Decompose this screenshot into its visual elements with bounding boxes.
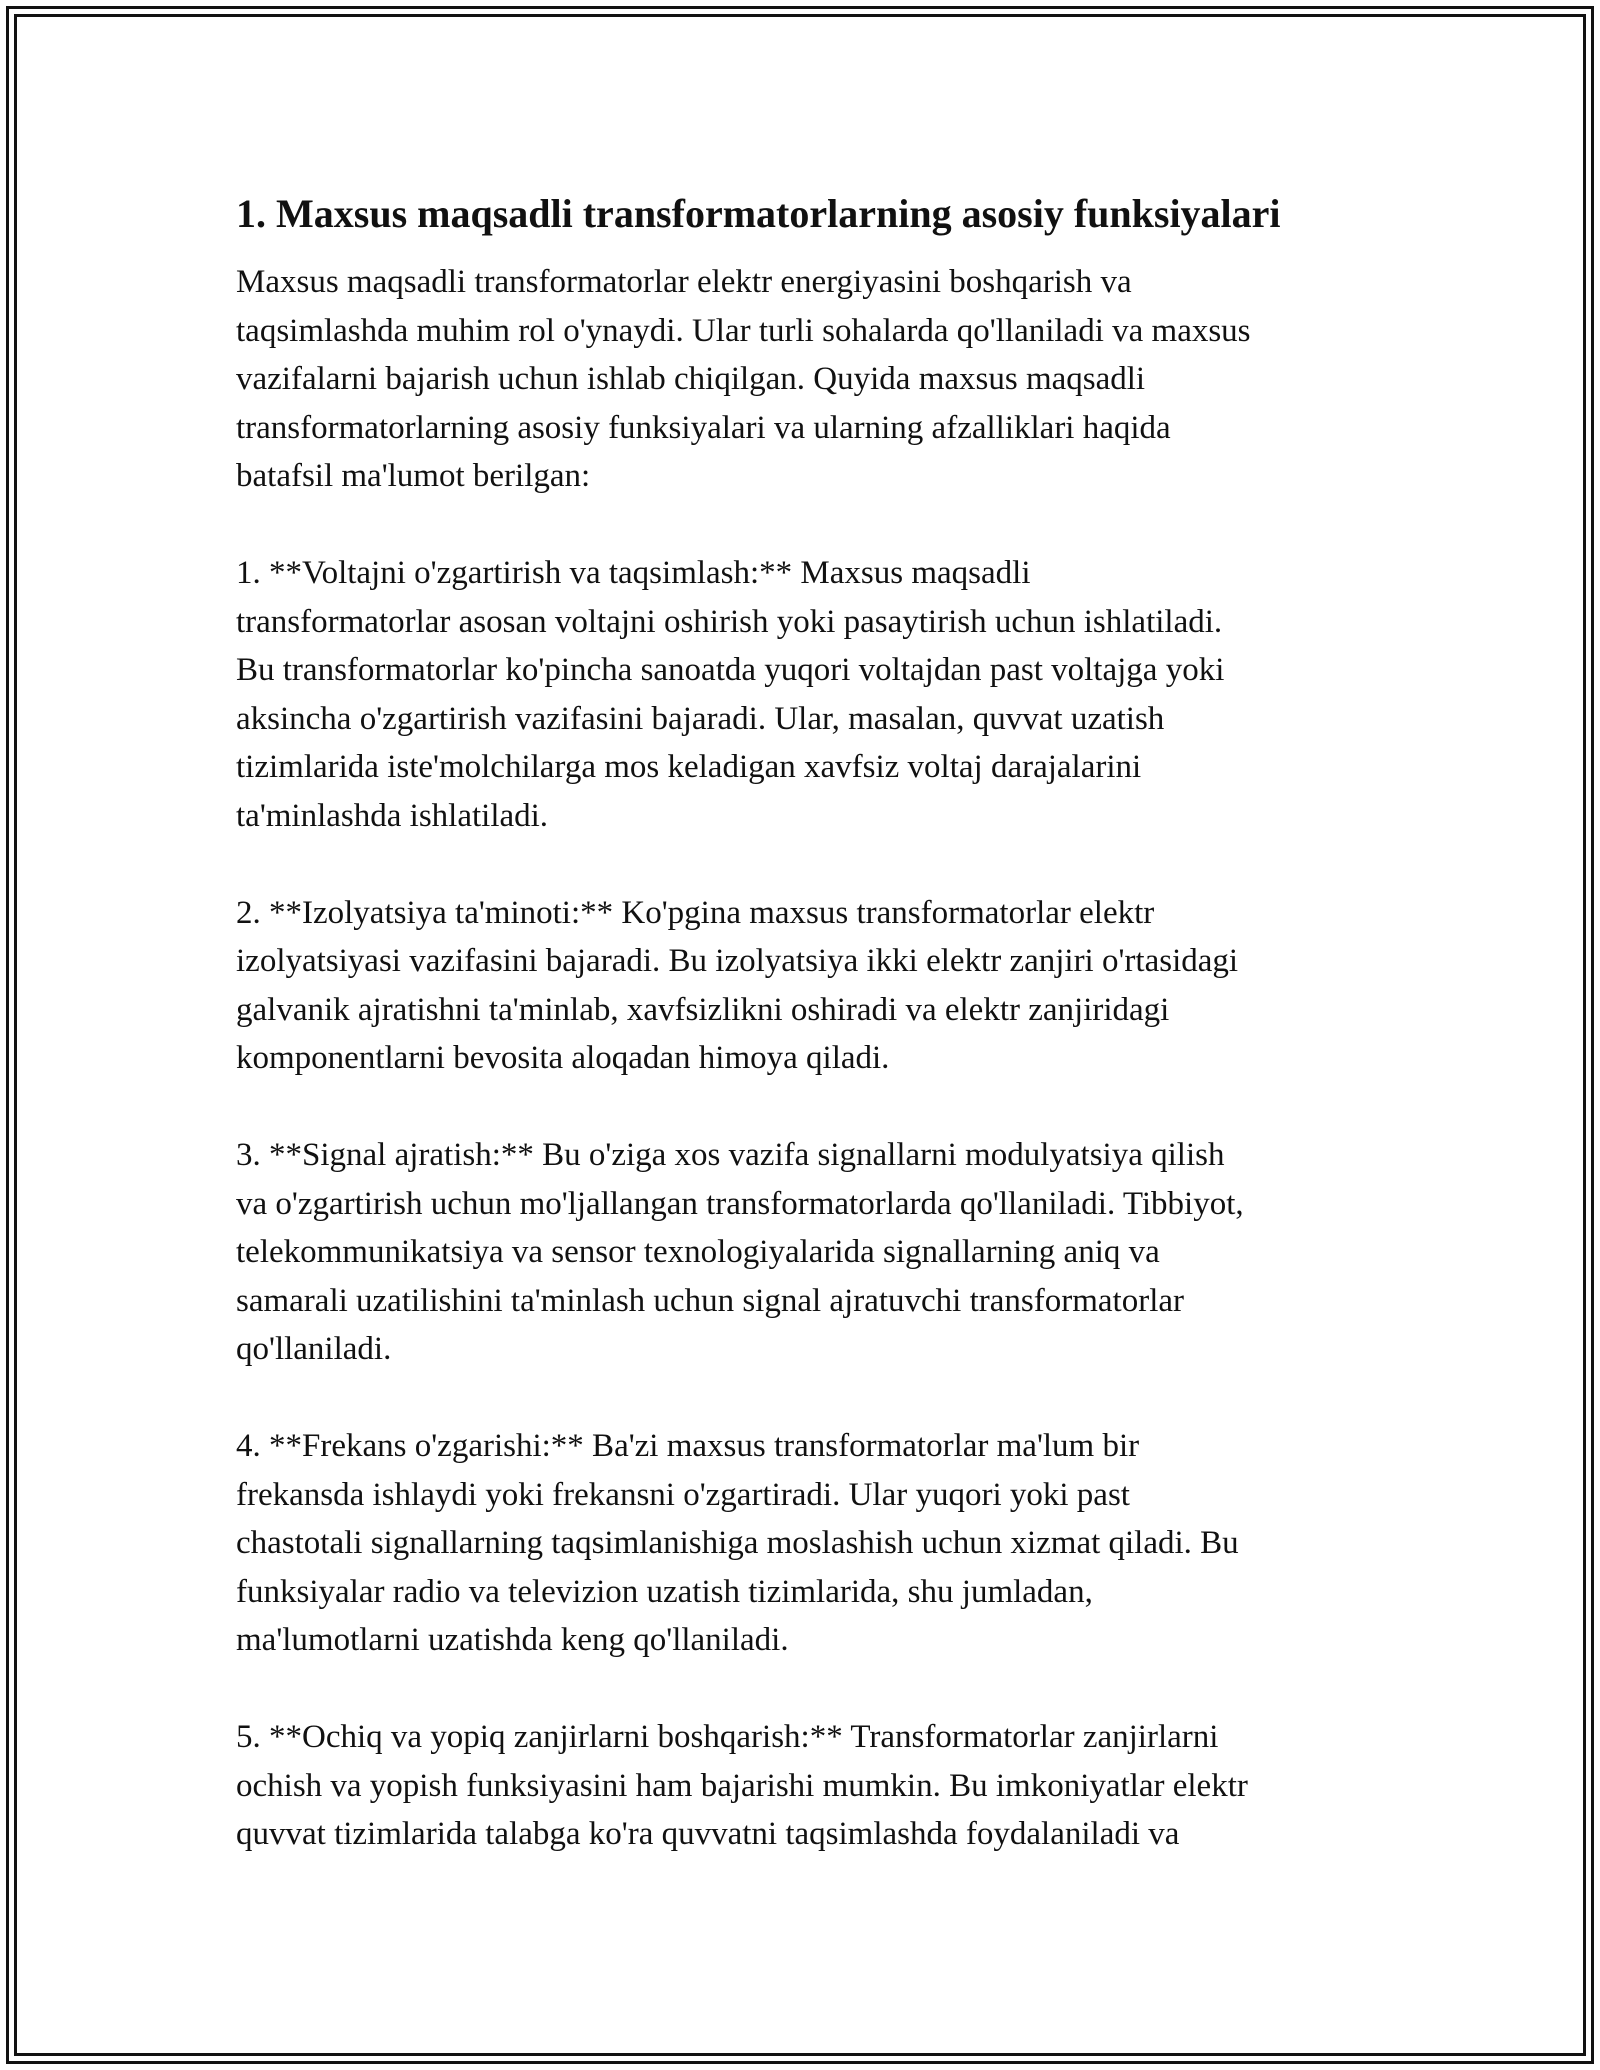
list-item-signal: 3. **Signal ajratish:** Bu o'ziga xos vazifa signallarni modulyatsiya qilish va o'zgartirish uchun mo'ljallangan transformatorlarda qo'llaniladi. Tibbiyot, telekommunikatsiya va sensor texnologiyalarida signallarning aniq va samarali uzatilishini ta'minlash uchun signal ajratuvchi transformatorlar qo'llaniladi. [236,1137,1244,1367]
document-body [236,188,1366,1859]
section-heading: 1. Maxsus maqsadli transformatorlarning asosiy funksiyalari [236,191,1281,236]
list-item-frequency: 4. **Frekans o'zgarishi:** Ba'zi maxsus transformatorlar ma'lum bir frekansda ishlaydi yoki frekansni o'zgartiradi. Ular yuqori yoki past chastotali signallarning taqsimlanishiga moslashish uchun xizmat qiladi. Bu funksiyalar radio va televizion uzatish tizimlarida, shu jumladan, ma'lumotlarni uzatishda keng qo'llaniladi. [236,1428,1239,1658]
intro-paragraph: Maxsus maqsadli transformatorlar elektr energiyasini boshqarish va taqsimlashda muhim rol o'ynaydi. Ular turli sohalarda qo'llaniladi va maxsus vazifalarni bajarish uchun ishlab chiqilgan. Quyida maxsus maqsadli transformatorlarning asosiy funksiyalari va ularning afzalliklari haqida batafsil ma'lumot berilgan: [236,264,1251,494]
list-item-voltage: 1. **Voltajni o'zgartirish va taqsimlash:** Maxsus maqsadli transformatorlar asosan voltajni oshirish yoki pasaytirish uchun ishlatiladi. Bu transformatorlar ko'pincha sanoatda yuqori voltajdan past voltajga yoki aksincha o'zgartirish vazifasini bajaradi. Ular, masalan, quvvat uzatish tizimlarida iste'molchilarga mos keladigan xavfsiz voltaj darajalarini ta'minlashda ishlatiladi. [236,555,1225,834]
list-item-circuits: 5. **Ochiq va yopiq zanjirlarni boshqarish:** Transformatorlar zanjirlarni ochish va yopish funksiyasini ham bajarishi mumkin. Bu imkoniyatlar elektr quvvat tizimlarida talabga ko'ra quvvatni taqsimlashda foydalaniladi va [236,1719,1248,1852]
list-item-isolation: 2. **Izolyatsiya ta'minoti:** Ko'pgina maxsus transformatorlar elektr izolyatsiyasi vazifasini bajaradi. Bu izolyatsiya ikki elektr zanjiri o'rtasidagi galvanik ajratishni ta'minlab, xavfsizlikni oshiradi va elektr zanjiridagi komponentlarni bevosita aloqadan himoya qiladi. [236,894,1239,1076]
